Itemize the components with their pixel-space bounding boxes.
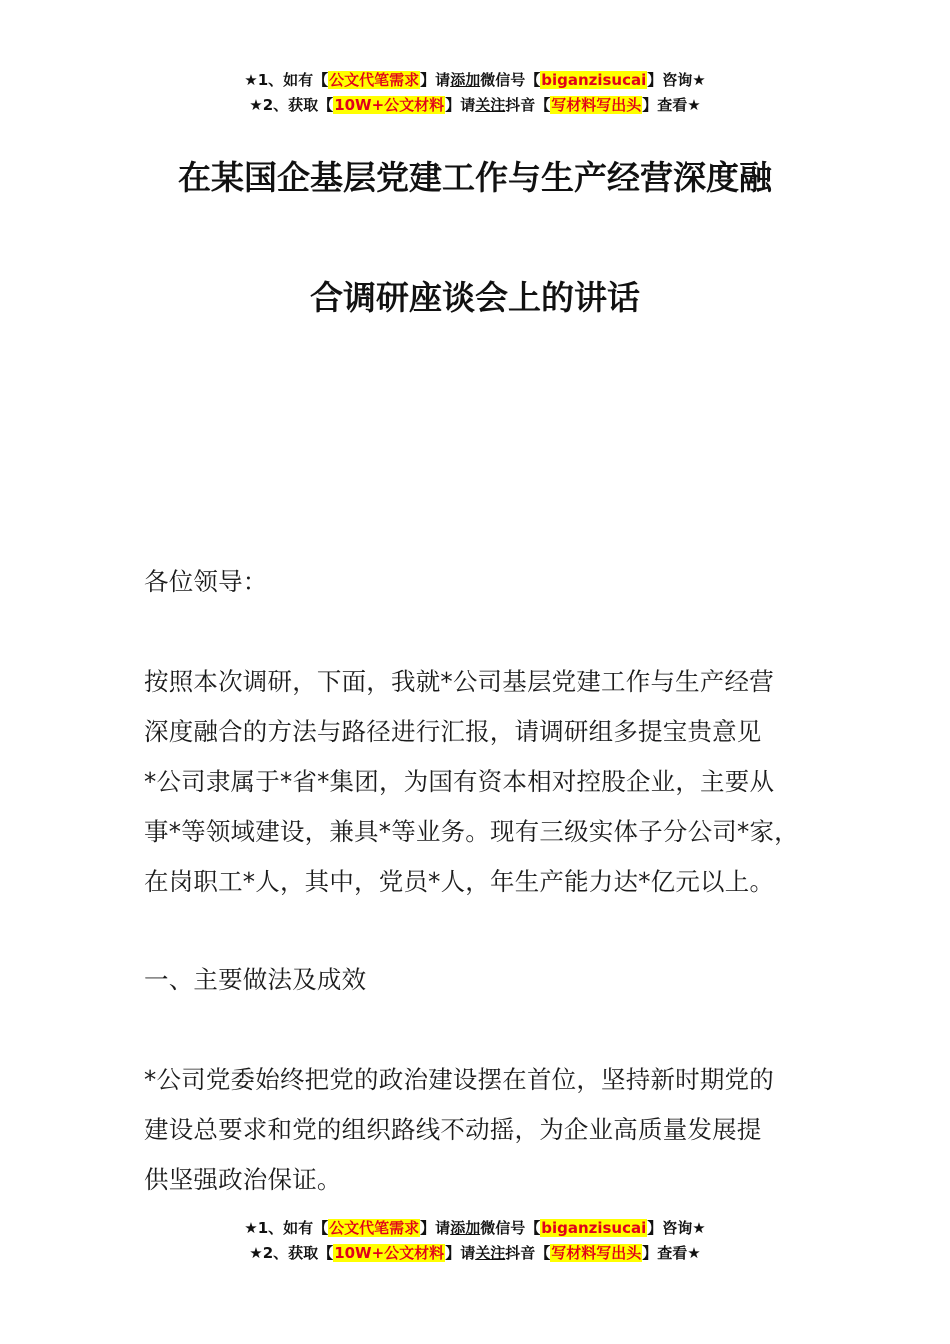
- highlight-wechat-id: biganzisucai: [541, 1219, 647, 1237]
- banner-text: 】请: [420, 1219, 451, 1237]
- footer-banner: [0, 1216, 950, 1266]
- banner-line-1: [0, 1216, 950, 1241]
- highlight-douyin-id: 写材料写出头: [551, 1244, 642, 1262]
- highlight-materials: 10W+公文材料: [334, 1244, 445, 1262]
- paragraph-line: 深度融合的方法与路径进行汇报，请调研组多提宝贵意见: [144, 717, 762, 746]
- banner-text: 微信号【: [480, 71, 541, 89]
- paragraph-line: 事*等领域建设，兼具*等业务。现有三级实体子分公司*家，: [144, 817, 799, 846]
- underlined-text: 关注: [475, 96, 506, 114]
- banner-text: ★1、如有【: [244, 1219, 329, 1237]
- paragraph-line: 供坚强政治保证。: [144, 1165, 342, 1194]
- banner-text: ★2、获取【: [249, 1244, 334, 1262]
- header-banner: [0, 68, 950, 118]
- highlight-service: 公文代笔需求: [329, 71, 420, 89]
- highlight-douyin-id: 写材料写出头: [551, 96, 642, 114]
- banner-text: 】咨询★: [647, 1219, 706, 1237]
- section-paragraph: [144, 1055, 844, 1205]
- banner-text: 】请: [420, 71, 451, 89]
- paragraph-line: 建设总要求和党的组织路线不动摇，为企业高质量发展提: [144, 1115, 762, 1144]
- banner-text: 抖音【: [505, 96, 551, 114]
- highlight-wechat-id: biganzisucai: [541, 71, 647, 89]
- banner-text: ★2、获取【: [249, 96, 334, 114]
- underlined-text: 添加: [450, 71, 481, 89]
- banner-text: 】请: [445, 1244, 476, 1262]
- banner-line-2: [0, 93, 950, 118]
- intro-paragraph: [144, 657, 844, 907]
- greeting: 各位领导：: [144, 567, 268, 596]
- document-title-line-1: 在某国企基层党建工作与生产经营深度融: [178, 158, 772, 197]
- paragraph-line: *公司隶属于*省*集团，为国有资本相对控股企业，主要从: [144, 767, 775, 796]
- underlined-text: 添加: [450, 1219, 481, 1237]
- banner-text: ★1、如有【: [244, 71, 329, 89]
- banner-text: 】咨询★: [647, 71, 706, 89]
- banner-text: 】请: [445, 96, 476, 114]
- section-heading: 一、主要做法及成效: [144, 965, 367, 994]
- document-title-line-2: 合调研座谈会上的讲话: [310, 278, 640, 317]
- banner-text: 微信号【: [480, 1219, 541, 1237]
- underlined-text: 关注: [475, 1244, 506, 1262]
- banner-text: 】查看★: [642, 96, 701, 114]
- banner-text: 】查看★: [642, 1244, 701, 1262]
- highlight-materials: 10W+公文材料: [334, 96, 445, 114]
- paragraph-line: 按照本次调研，下面，我就*公司基层党建工作与生产经营: [144, 667, 774, 696]
- paragraph-line: 在岗职工*人，其中，党员*人，年生产能力达*亿元以上。: [144, 867, 775, 896]
- banner-line-2: [0, 1241, 950, 1266]
- highlight-service: 公文代笔需求: [329, 1219, 420, 1237]
- paragraph-line: *公司党委始终把党的政治建设摆在首位，坚持新时期党的: [144, 1065, 774, 1094]
- banner-text: 抖音【: [505, 1244, 551, 1262]
- banner-line-1: [0, 68, 950, 93]
